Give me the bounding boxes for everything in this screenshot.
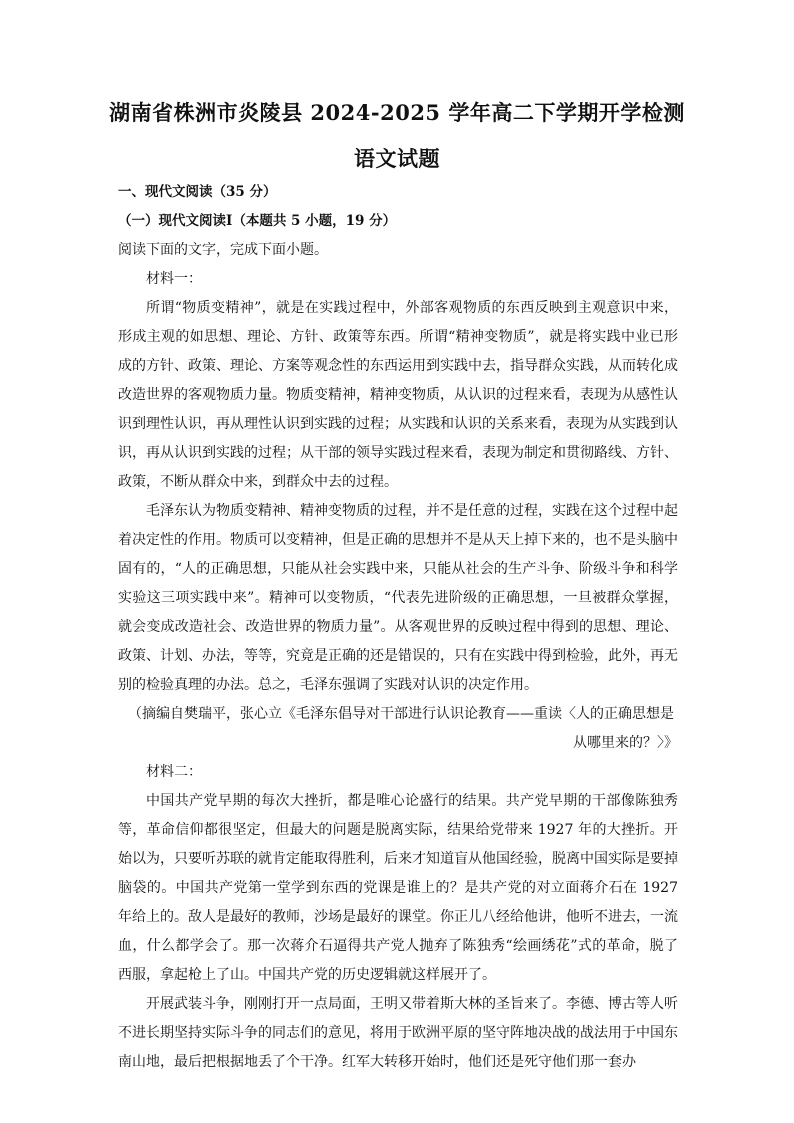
document-title: 湖南省株洲市炎陵县 2024-2025 学年高二下学期开学检测 <box>109 100 685 125</box>
material1-label: 材料一： <box>146 271 202 287</box>
material2-label: 材料二： <box>146 764 202 780</box>
document-subtitle: 语文试题 <box>354 146 440 171</box>
material1-paragraph-2: 毛泽东认为物质变精神、精神变物质的过程，并不是任意的过程，实践在这个过程中起着决定性的作用。物质可以变精神，但是正确的思想并不是从天上掉下来的，也不是头脑中固有的，“人的正确思想，只能从社会实践中来，只能从社会的生产斗争、阶级斗争和科学实验这三项实践中来”。精神可以变物质，“代表先进阶级的正确思想，一旦被群众掌握，就会变成改造社会、改造世界的物质力量”。从客观世界的反映过程中得到的思想、理论、政策、计划、办法，等等，究竟是正确的还是错误的，只有在实践中得到检验，此外，再无别的检验真理的办法。总之，毛泽东强调了实践对认识的决定作用。 <box>118 503 678 693</box>
subsection-heading: （一）现代文阅读Ⅰ（本题共 5 小题，19 分） <box>118 213 397 229</box>
instruction-text: 阅读下面的文字，完成下面小题。 <box>118 242 328 258</box>
material1-citation-end: 从哪里来的？〉》 <box>573 735 678 751</box>
material1-citation: （摘编自樊瑞平，张心立《毛泽东倡导对干部进行认识论教育——重读〈人的正确思想是 <box>128 706 674 722</box>
material1-paragraph-1: 所谓“物质变精神”，就是在实践过程中，外部客观物质的东西反映到主观意识中来，形成主观的如思想、理论、方针、政策等东西。所谓“精神变物质”，就是将实践中业已形成的方针、政策、理论、方案等观念性的东西运用到实践中去，指导群众实践，从而转化成改造世界的客观物质力量。物质变精神，精神变物质，从认识的过程来看，表现为从感性认识到理性认识，再从理性认识到实践的过程；从实践和认识的关系来看，表现为从实践到认识，再从认识到实践的过程；从干部的领导实践过程来看，表现为制定和贯彻路线、方针、政策，不断从群众中来，到群众中去的过程。 <box>118 300 678 490</box>
material2-paragraph-2: 开展武装斗争，刚刚打开一点局面，王明又带着斯大林的圣旨来了。李德、博古等人听不进长期坚持实际斗争的同志们的意见，将用于欧洲平原的坚守阵地决战的战法用于中国东南山地，最后把根据地丢了个干净。红军大转移开始时，他们还是死守他们那一套办 <box>118 996 678 1070</box>
section-heading: 一、现代文阅读（35 分） <box>118 184 277 200</box>
material2-paragraph-1: 中国共产党早期的每次大挫折，都是唯心论盛行的结果。共产党早期的干部像陈独秀等，革命信仰都很坚定，但最大的问题是脱离实际，结果给党带来 1927 年的大挫折。开始以为，只要听苏联的就肯定能取得胜利，后来才知道盲从他国经验，脱离中国实际是要掉脑袋的。中国共产党第一堂学到东西的党课是谁上的？是共产党的对立面蒋介石在 1927 年给上的。敌人是最好的教师，沙场是最好的课堂。你正儿八经给他讲，他听不进去，一流血，什么都学会了。那一次蒋介石逼得共产党人抛弃了陈独秀“绘画绣花”式的革命，脱了西服，拿起枪上了山。中国共产党的历史逻辑就这样展开了。 <box>118 793 678 983</box>
document-body <box>118 178 678 1077</box>
